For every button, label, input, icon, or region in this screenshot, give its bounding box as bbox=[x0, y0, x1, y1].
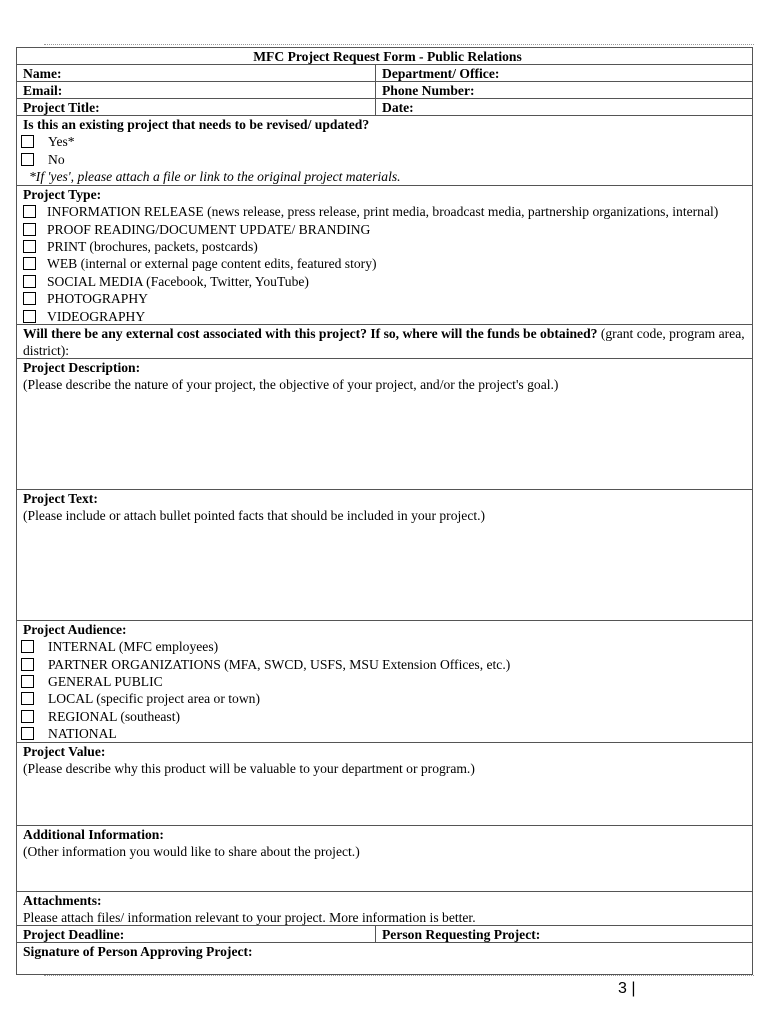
option-label: PROOF READING/DOCUMENT UPDATE/ BRANDING bbox=[47, 221, 371, 237]
option-label: WEB (internal or external page content edits, featured story) bbox=[47, 256, 377, 272]
checkbox-icon[interactable] bbox=[21, 135, 34, 148]
cost-hint: (grant code, program area, district): bbox=[23, 326, 745, 358]
existing-note: *If 'yes', please attach a file or link to the original project materials. bbox=[29, 168, 401, 184]
value-hint: (Please describe why this product will be valuable to your department or program.) bbox=[23, 761, 475, 776]
checkbox-icon[interactable] bbox=[23, 257, 36, 270]
request-form bbox=[16, 47, 753, 975]
checkbox-icon[interactable] bbox=[23, 275, 36, 288]
option-label: PRINT (brochures, packets, postcards) bbox=[47, 238, 258, 254]
text-hint: (Please include or attach bullet pointed facts that should be included in your project.) bbox=[23, 508, 486, 523]
checkbox-icon[interactable] bbox=[21, 658, 34, 671]
footer-rule bbox=[44, 975, 754, 976]
audience-label: Project Audience: bbox=[23, 622, 127, 637]
additional-label: Additional Information: bbox=[23, 827, 164, 842]
requester-field[interactable]: Person Requesting Project: bbox=[382, 927, 541, 942]
form-title: MFC Project Request Form - Public Relations bbox=[17, 48, 752, 65]
deadline-field[interactable]: Project Deadline: bbox=[17, 926, 376, 942]
project-type-section bbox=[17, 186, 752, 325]
checkbox-icon[interactable] bbox=[21, 675, 34, 688]
checkbox-icon[interactable] bbox=[23, 223, 36, 236]
option-no[interactable] bbox=[21, 150, 752, 167]
description-section[interactable] bbox=[17, 359, 752, 490]
signature-label: Signature of Person Approving Project: bbox=[23, 944, 253, 959]
audience-option[interactable] bbox=[21, 638, 752, 655]
email-field[interactable]: Email: bbox=[17, 82, 376, 98]
cost-question: Will there be any external cost associated with this project? If so, where will the funds be obtained? bbox=[23, 326, 598, 341]
checkbox-icon[interactable] bbox=[21, 153, 34, 166]
type-option[interactable] bbox=[23, 290, 752, 307]
audience-option[interactable] bbox=[21, 690, 752, 707]
date-field[interactable]: Date: bbox=[382, 100, 414, 115]
audience-option[interactable] bbox=[21, 725, 752, 742]
option-label: REGIONAL (southeast) bbox=[48, 708, 181, 724]
option-label: VIDEOGRAPHY bbox=[47, 308, 146, 324]
type-option[interactable] bbox=[23, 238, 752, 255]
option-label: Yes* bbox=[48, 134, 75, 150]
checkbox-icon[interactable] bbox=[21, 692, 34, 705]
additional-hint: (Other information you would like to share about the project.) bbox=[23, 844, 360, 859]
page-number: 3 | bbox=[618, 980, 636, 997]
audience-option[interactable] bbox=[21, 655, 752, 672]
text-section[interactable] bbox=[17, 490, 752, 621]
department-field[interactable]: Department/ Office: bbox=[382, 66, 500, 81]
option-label: SOCIAL MEDIA (Facebook, Twitter, YouTube) bbox=[47, 273, 309, 289]
audience-section bbox=[17, 621, 752, 743]
deadline-requester-row bbox=[17, 926, 752, 943]
option-label: NATIONAL bbox=[48, 726, 117, 742]
top-rule bbox=[44, 44, 754, 45]
name-field[interactable]: Name: bbox=[17, 65, 376, 81]
type-option[interactable] bbox=[23, 255, 752, 272]
audience-option[interactable] bbox=[21, 673, 752, 690]
existing-project-section bbox=[17, 116, 752, 186]
project-type-label: Project Type: bbox=[23, 187, 102, 202]
checkbox-icon[interactable] bbox=[23, 310, 36, 323]
additional-section[interactable] bbox=[17, 826, 752, 892]
option-label: INFORMATION RELEASE (news release, press release, print media, broadcast media, partnership organizations, internal) bbox=[47, 204, 719, 220]
option-label: PHOTOGRAPHY bbox=[47, 291, 148, 307]
attachments-section[interactable] bbox=[17, 892, 752, 926]
value-label: Project Value: bbox=[23, 744, 106, 759]
phone-field[interactable]: Phone Number: bbox=[382, 83, 475, 98]
checkbox-icon[interactable] bbox=[21, 727, 34, 740]
description-label: Project Description: bbox=[23, 360, 141, 375]
attachments-label: Attachments: bbox=[23, 893, 102, 908]
type-option[interactable] bbox=[23, 220, 752, 237]
option-label: No bbox=[48, 151, 65, 167]
type-option[interactable] bbox=[23, 273, 752, 290]
name-department-row bbox=[17, 65, 752, 82]
type-option[interactable] bbox=[23, 307, 752, 324]
attachments-hint: Please attach files/ information relevant to your project. More information is better. bbox=[23, 910, 476, 925]
option-yes[interactable] bbox=[21, 133, 752, 150]
text-label: Project Text: bbox=[23, 491, 98, 506]
type-option[interactable] bbox=[23, 203, 752, 220]
checkbox-icon[interactable] bbox=[21, 710, 34, 723]
cost-section[interactable] bbox=[17, 325, 752, 359]
audience-option[interactable] bbox=[21, 708, 752, 725]
option-label: INTERNAL (MFC employees) bbox=[48, 639, 219, 655]
checkbox-icon[interactable] bbox=[23, 205, 36, 218]
option-label: LOCAL (specific project area or town) bbox=[48, 691, 260, 707]
option-label: PARTNER ORGANIZATIONS (MFA, SWCD, USFS, MSU Extension Offices, etc.) bbox=[48, 656, 511, 672]
title-date-row bbox=[17, 99, 752, 116]
email-phone-row bbox=[17, 82, 752, 99]
checkbox-icon[interactable] bbox=[23, 292, 36, 305]
project-title-field[interactable]: Project Title: bbox=[17, 99, 376, 115]
checkbox-icon[interactable] bbox=[21, 640, 34, 653]
existing-question: Is this an existing project that needs to be revised/ updated? bbox=[23, 117, 370, 132]
description-hint: (Please describe the nature of your project, the objective of your project, and/or the project's goal.) bbox=[23, 377, 559, 392]
option-label: GENERAL PUBLIC bbox=[48, 673, 163, 689]
signature-section[interactable] bbox=[17, 943, 752, 974]
value-section[interactable] bbox=[17, 743, 752, 826]
checkbox-icon[interactable] bbox=[23, 240, 36, 253]
